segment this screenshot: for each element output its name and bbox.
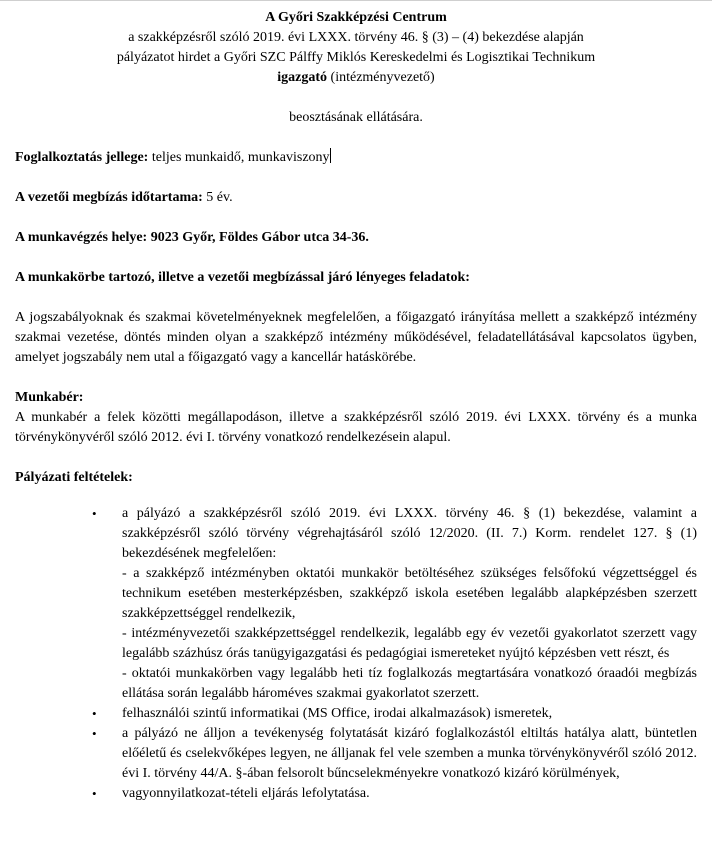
duties-body: A jogszabályoknak és szakmai követelményeknek megfelelően, a főigazgató irányítása mellett a szakképző intézmény szakmai vezetése, döntés minden olyan a szakképző intézmény működésével, feladatellátásával kapcsolatos ügyben, amelyet jogszabály nem utal a főigazgató vagy a kancellár hatáskörébe. xyxy=(15,310,697,365)
requirement-1-sub-1: - a szakképző intézményben oktatói munkakör betöltéséhez szükséges felsőfokú végzettséggel és technikum esetében mesterképzésben, szakképző iskola esetében legalább alapképzésben szerzett szakképzettséggel rendelkezik, xyxy=(122,566,697,621)
requirement-1-sub-2: - intézményvezetői szakképzettséggel rendelkezik, legalább egy év vezetői gyakorlatot szerzett vagy legalább százhúsz órás tanügyigazgatási és pedagógiai ismereteket nyújtó képzésben vett részt, és xyxy=(122,626,697,661)
position-title: igazgató xyxy=(277,70,328,85)
term-line xyxy=(15,188,697,208)
salary-body: A munkabér a felek közötti megállapodáson, illetve a szakképzésről szóló 2019. évi LXXX. törvény és a munka törvénykönyvéről szóló 2012. évi I. törvény vonatkozó rendelkezésein alapul. xyxy=(15,410,697,445)
employment-type-value: teljes munkaidő, munkaviszony xyxy=(148,150,330,165)
requirement-item-1 xyxy=(122,504,697,704)
term-value: 5 év. xyxy=(202,190,233,205)
header-announcement: pályázatot hirdet a Győri SZC Pálffy Miklós Kereskedelmi és Logisztikai Technikum xyxy=(116,50,596,65)
bullet-icon: • xyxy=(92,506,97,521)
bullet-icon: • xyxy=(92,786,97,801)
requirement-item-2: felhasználói szintű informatikai (MS Office, irodai alkalmazások) ismeretek, xyxy=(122,706,553,721)
requirement-item-4: vagyonnyilatkozat-tételi eljárás lefolytatása. xyxy=(122,786,370,801)
requirement-1-intro: a pályázó a szakképzésről szóló 2019. évi LXXX. törvény 46. § (1) bekezdése, valamint a szakképzésről szóló törvény végrehajtásáról szóló 12/2020. (II. 7.) Korm. rendelet 127. § (1) bekezdésének megfelelően: xyxy=(122,506,697,561)
requirement-item-3: a pályázó ne álljon a tevékenység folytatását kizáró foglalkozástól eltiltás hatálya alatt, büntetlen előéletű és cselekvőképes legyen, ne álljanak fel vele szemben a munka törvénykönyvéről szóló 2012. évi I. törvény 44/A. §-ában felsorolt bűncselekményekre vonatkozó kizáró körülmények, xyxy=(122,726,697,781)
bullet-icon: • xyxy=(92,706,97,721)
document-header xyxy=(15,8,697,128)
header-legal-basis: a szakképzésről szóló 2019. évi LXXX. törvény 46. § (3) – (4) bekezdése alapján xyxy=(128,30,584,45)
bullet-icon: • xyxy=(92,726,97,741)
requirements-heading: Pályázati feltételek: xyxy=(15,470,133,485)
duties-heading: A munkakörbe tartozó, illetve a vezetői megbízással járó lényeges feladatok: xyxy=(15,270,470,285)
position-subtitle: (intézményvezető) xyxy=(327,70,435,85)
employment-type-label: Foglalkoztatás jellege: xyxy=(15,150,149,165)
salary-heading: Munkabér: xyxy=(15,390,84,405)
text-cursor xyxy=(330,148,331,163)
list-item xyxy=(15,504,697,704)
work-location-line: A munkavégzés helye: 9023 Győr, Földes Gábor utca 34-36. xyxy=(15,230,369,245)
employment-type-line xyxy=(15,148,697,168)
list-item xyxy=(15,724,697,784)
requirement-1-sub-3: - oktatói munkakörben vagy legalább heti tíz foglalkozás megtartására vonatkozó óraadói megbízás ellátása során legalább hároméves szakmai gyakorlatot szerzett. xyxy=(122,666,697,701)
term-label: A vezetői megbízás időtartama: xyxy=(15,190,203,205)
header-organization: A Győri Szakképzési Centrum xyxy=(265,10,447,25)
header-closing: beosztásának ellátására. xyxy=(289,110,423,125)
header-position-line xyxy=(15,68,697,88)
list-item xyxy=(15,704,697,724)
list-item xyxy=(15,784,697,804)
requirements-list xyxy=(15,504,697,804)
blank-line xyxy=(15,88,697,108)
